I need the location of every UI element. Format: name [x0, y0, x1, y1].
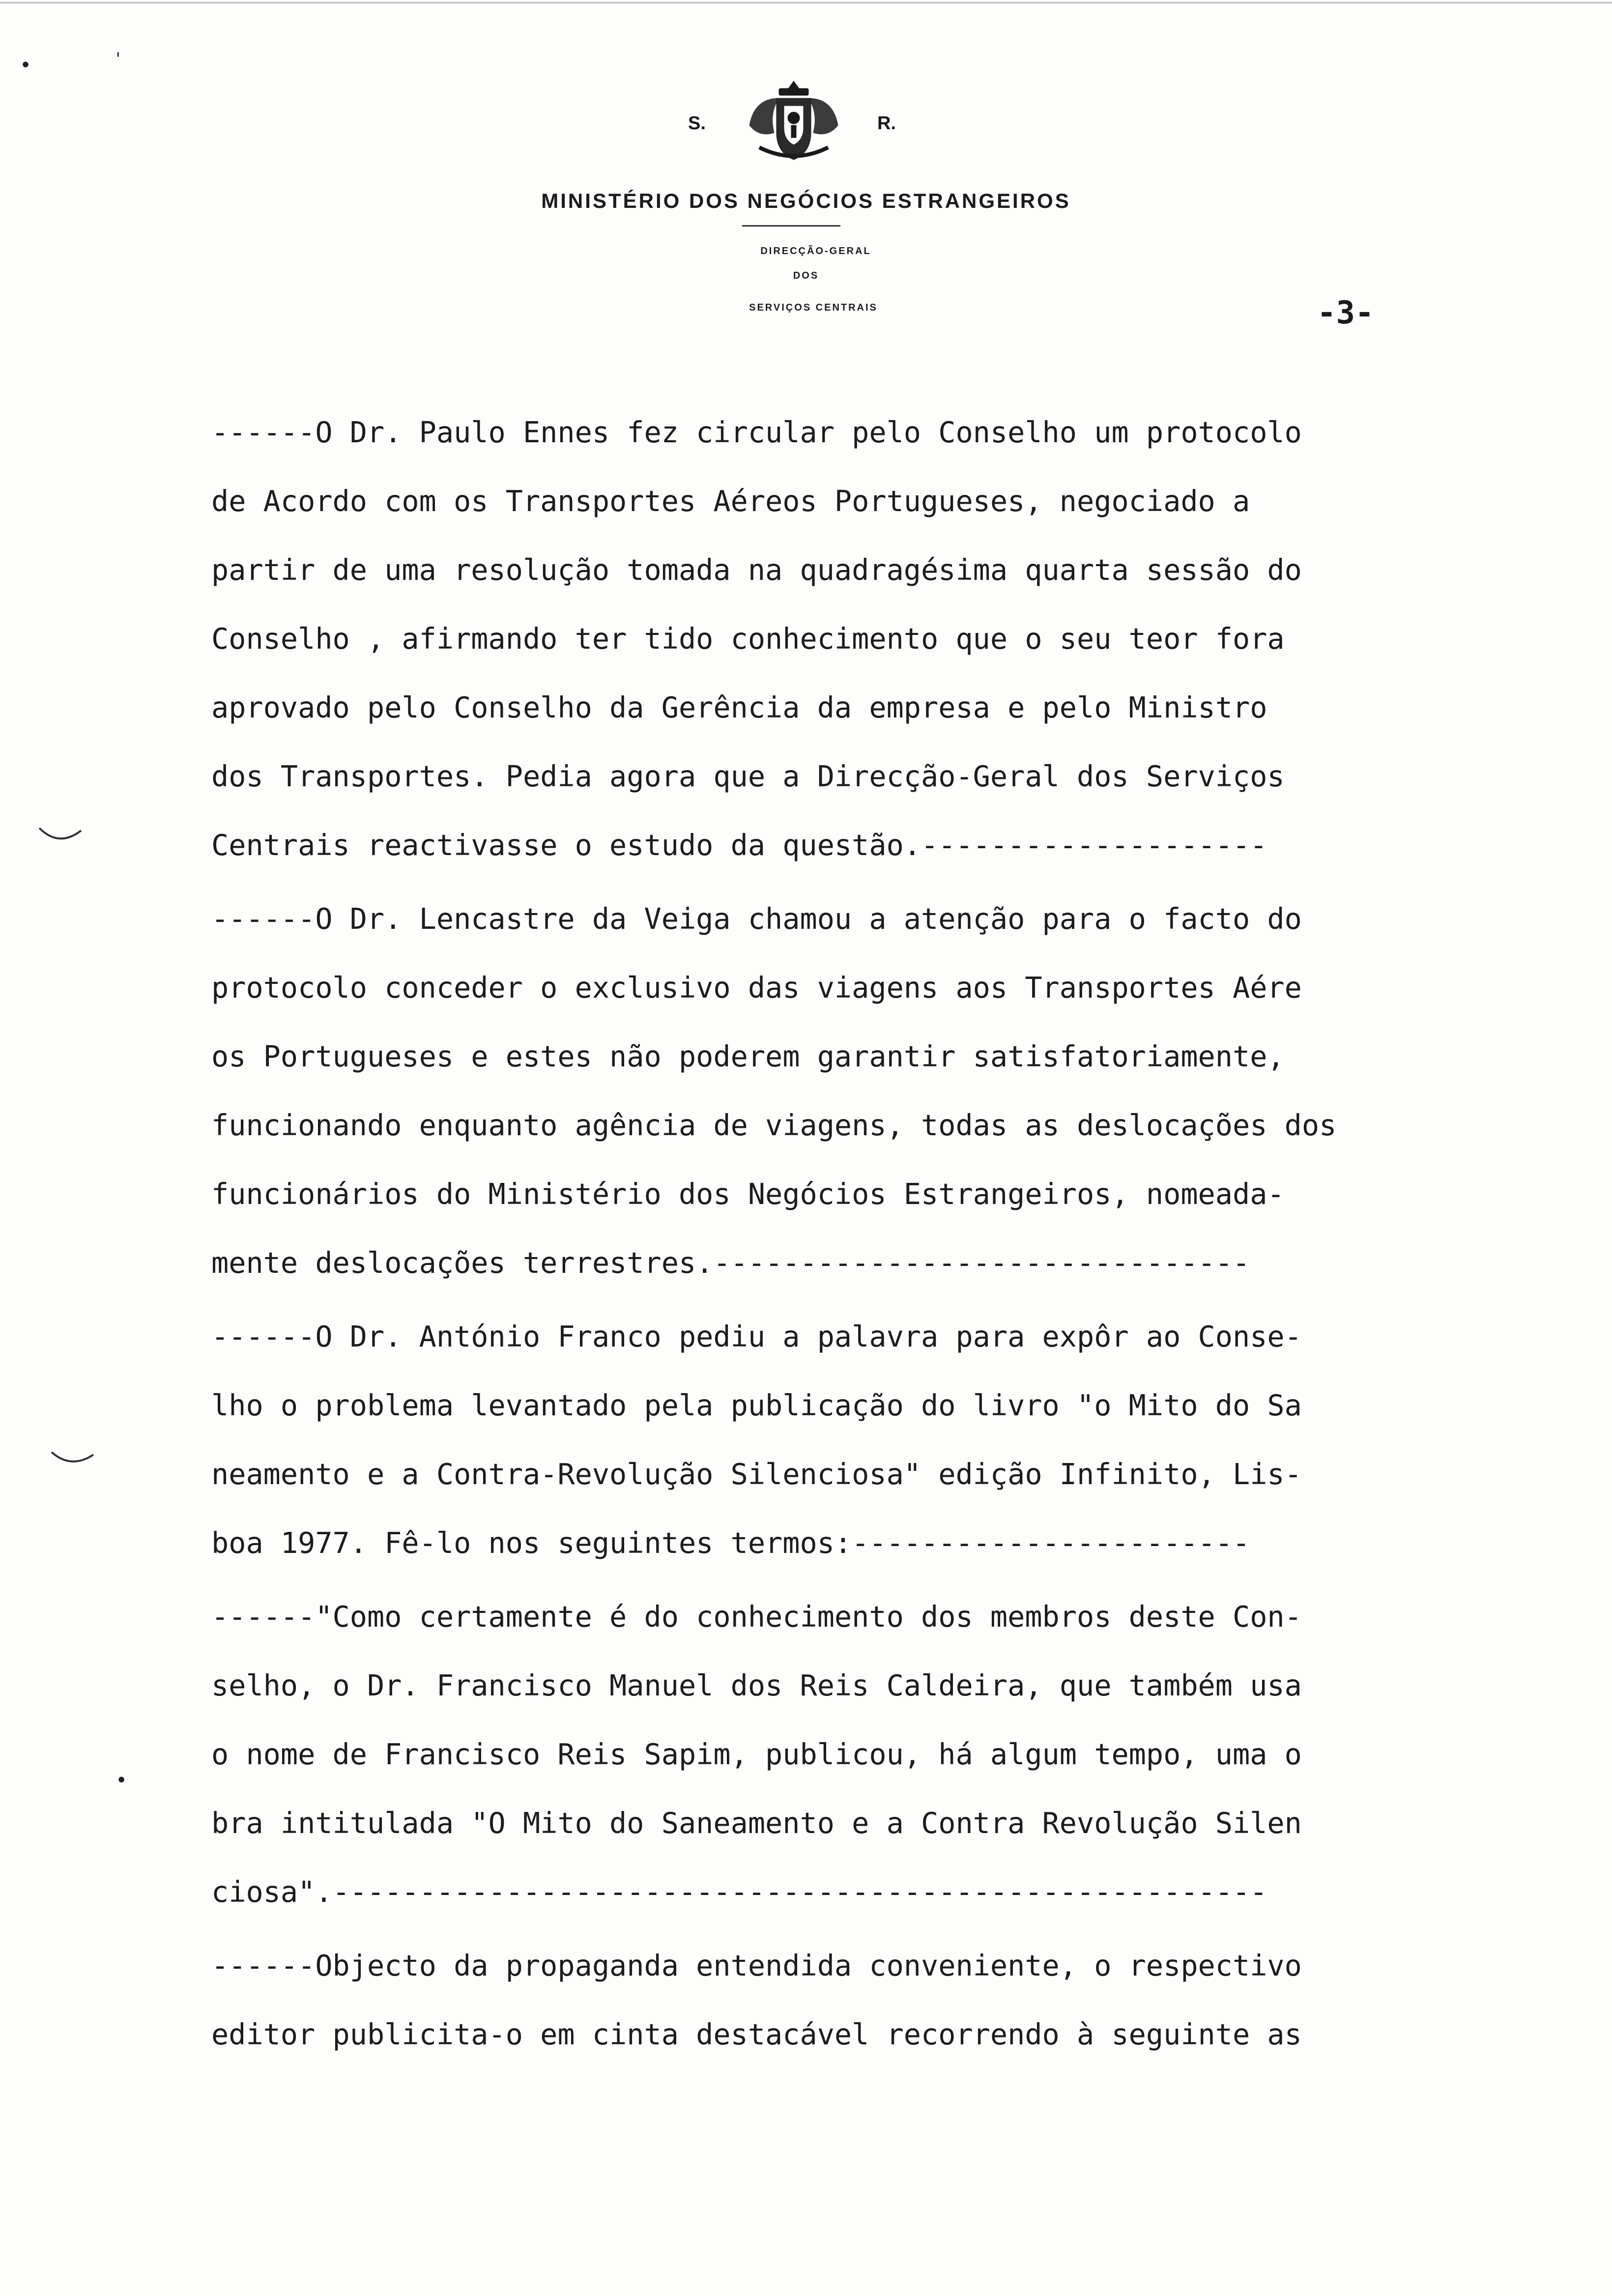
text-line: funcionários do Ministério dos Negócios Estrangeiros, nomeada-: [211, 1177, 1285, 1211]
text-line: ------O Dr. António Franco pediu a palavra para expôr ao Conse-: [211, 1320, 1302, 1353]
punch-hole-mark: [49, 1445, 98, 1474]
department-line-1: DIRECÇÃO-GERAL: [760, 246, 871, 257]
text-line: o nome de Francisco Reis Sapim, publicou, há algum tempo, uma o: [211, 1738, 1302, 1771]
letterhead-right-letter: R.: [877, 113, 896, 134]
text-line: boa 1977. Fê-lo nos seguintes termos:-----------------------: [211, 1526, 1250, 1560]
coat-of-arms-icon: [740, 79, 848, 167]
text-line: ------O Dr. Paulo Ennes fez circular pelo Conselho um protocolo: [211, 416, 1302, 449]
text-line: editor publicita-o em cinta destacável recorrendo à seguinte as: [211, 2018, 1302, 2051]
text-line: Conselho , afirmando ter tido conhecimento que o seu teor fora: [211, 622, 1285, 656]
text-line: dos Transportes. Pedia agora que a Direcção-Geral dos Serviços: [211, 760, 1285, 793]
text-line: Centrais reactivasse o estudo da questão.--------------------: [211, 829, 1267, 862]
text-line: ------Objecto da propaganda entendida conveniente, o respectivo: [211, 1949, 1302, 1982]
scan-speck: •: [20, 54, 32, 77]
text-line: neamento e a Contra-Revolução Silenciosa" edição Infinito, Lis-: [211, 1458, 1302, 1491]
text-line: de Acordo com os Transportes Aéreos Portugueses, negociado a: [211, 485, 1250, 518]
department-line-2: DOS: [793, 270, 819, 281]
text-line: selho, o Dr. Francisco Manuel dos Reis Caldeira, que também usa: [211, 1669, 1302, 1702]
text-line: ------O Dr. Lencastre da Veiga chamou a atenção para o facto do: [211, 902, 1302, 936]
scan-edge-line: [0, 2, 1612, 3]
text-line: ciosa".------------------------------------------------------: [211, 1875, 1267, 1909]
letterhead-divider: [742, 225, 840, 227]
text-line: protocolo conceder o exclusivo das viagens aos Transportes Aére: [211, 971, 1302, 1004]
department-line-3: SERVIÇOS CENTRAIS: [749, 302, 878, 313]
text-line: aprovado pelo Conselho da Gerência da empresa e pelo Ministro: [211, 691, 1267, 724]
text-line: partir de uma resolução tomada na quadragésima quarta sessão do: [211, 553, 1302, 587]
punch-hole-mark: [37, 821, 86, 850]
ministry-name: MINISTÉRIO DOS NEGÓCIOS ESTRANGEIROS: [541, 189, 1071, 212]
text-line: mente deslocações terrestres.-------------------------------: [211, 1246, 1250, 1280]
text-line: funcionando enquanto agência de viagens, todas as deslocações dos: [211, 1109, 1337, 1142]
scan-speck: ': [113, 49, 123, 69]
text-line: ------"Como certamente é do conhecimento dos membros deste Con-: [211, 1600, 1302, 1634]
text-line: os Portugueses e estes não poderem garantir satisfatoriamente,: [211, 1040, 1285, 1073]
scan-speck: •: [115, 1769, 128, 1792]
text-line: bra intitulada "O Mito do Saneamento e a Contra Revolução Silen: [211, 1807, 1302, 1840]
letterhead-left-letter: S.: [688, 113, 706, 134]
text-line: lho o problema levantado pela publicação do livro "o Mito do Sa: [211, 1389, 1302, 1422]
page-number: -3-: [1317, 295, 1374, 331]
